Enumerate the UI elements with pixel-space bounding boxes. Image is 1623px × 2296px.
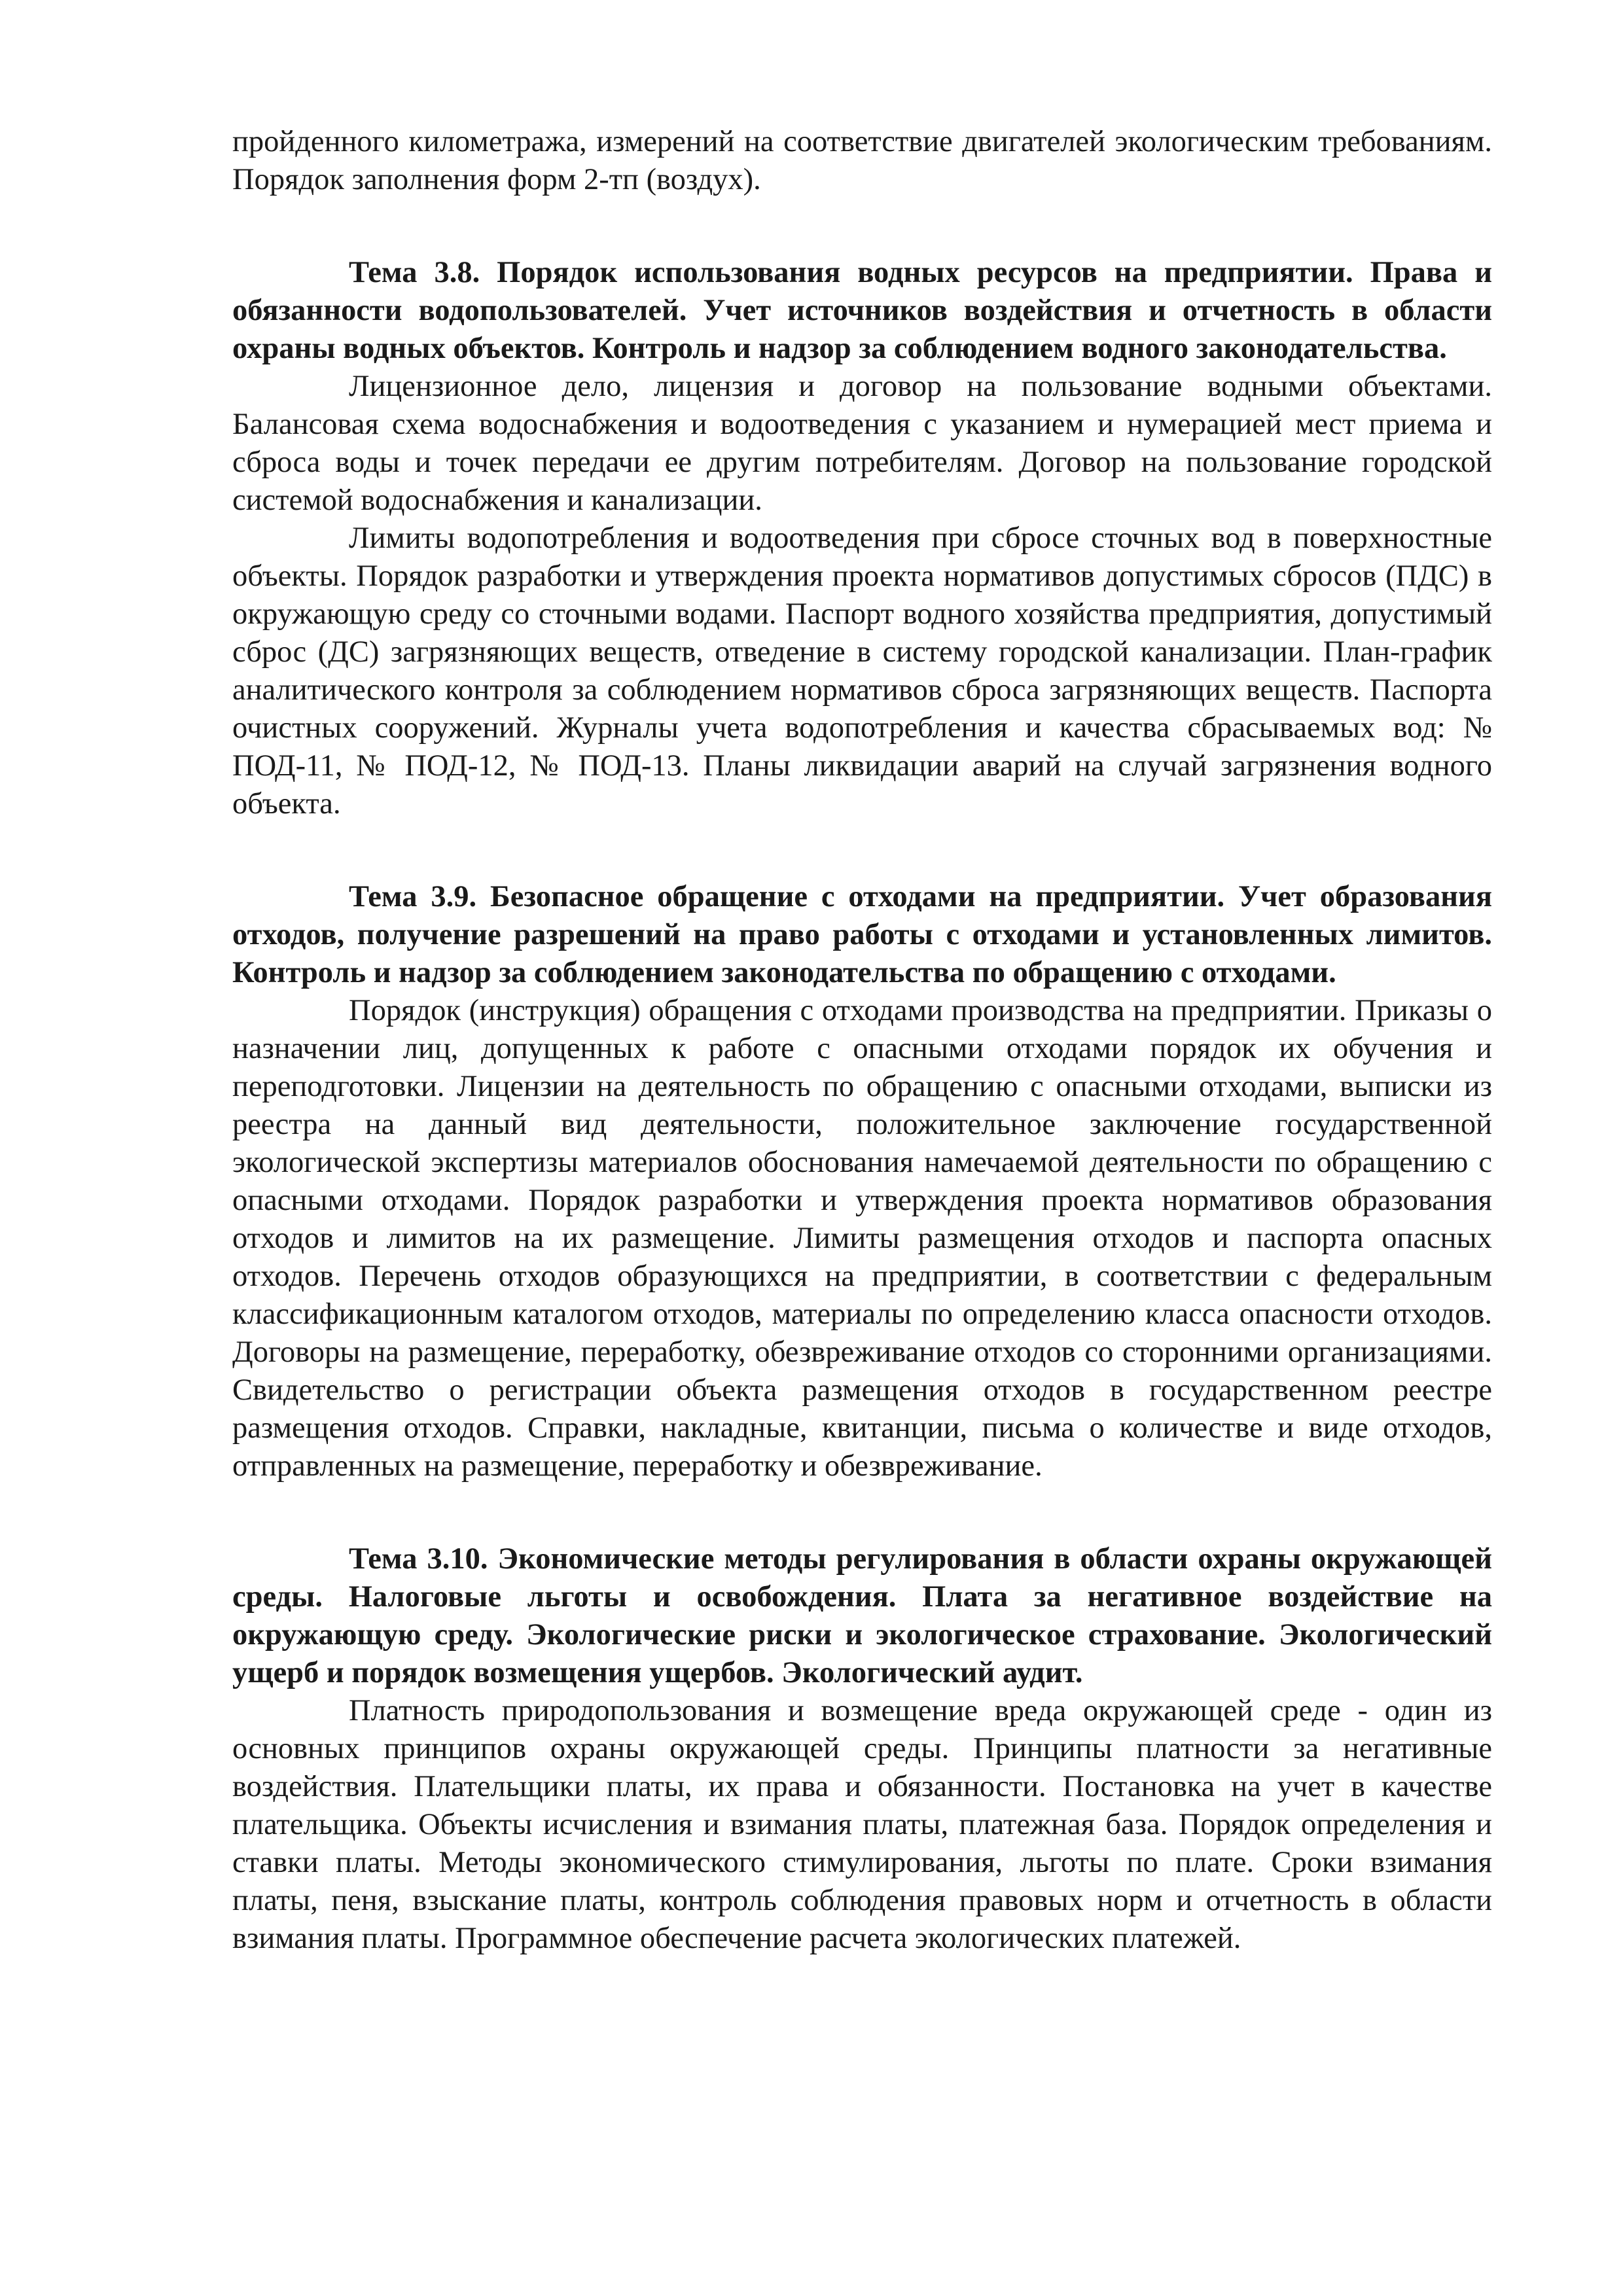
- section-paragraph: Лицензионное дело, лицензия и договор на пользование водными объектами. Балансовая схема водоснабжения и водоотведения с указанием и нумерацией мест приема и сброса воды и точек передачи ее другим потребителям. Договор на пользование городской системой водоснабжения и канализации.: [232, 370, 1492, 517]
- section-paragraph: Порядок (инструкция) обращения с отходами производства на предприятии. Приказы о назначении лиц, допущенных к работе с опасными отходами порядок их обучения и переподготовки. Лицензии на деятельность по обращению с опасными отходами, выписки из реестра на данный вид деятельности, положительное заключение государственной экологической экспертизы материалов обоснования намечаемой деятельности по обращению с опасными отходами. Порядок разработки и утверждения проекта нормативов образования отходов и лимитов на их размещение. Лимиты размещения отходов и паспорта опасных отходов. Перечень отходов образующихся на предприятии, в соответствии с федеральным классификационным каталогом отходов, материалы по определению класса опасности отходов. Договоры на размещение, переработку, обезвреживание отходов со сторонними организациями. Свидетельство о регистрации объекта размещения отходов в государственном реестре размещения отходов. Справки, накладные, квитанции, письма о количестве и виде отходов, отправленных на размещение, переработку и обезвреживание.: [232, 994, 1492, 1483]
- section-heading: Тема 3.9. Безопасное обращение с отходами на предприятии. Учет образования отходов, получение разрешений на право работы с отходами и установленных лимитов. Контроль и надзор за соблюдением законодательства по обращению с отходами.: [232, 880, 1492, 989]
- intro-paragraph: пройденного километража, измерений на соответствие двигателей экологическим требованиям. Порядок заполнения форм 2-тп (воздух).: [232, 125, 1492, 196]
- section-topic-3-9: [232, 878, 1492, 1485]
- section-heading: Тема 3.8. Порядок использования водных ресурсов на предприятии. Права и обязанности водопользователей. Учет источников воздействия и отчетность в области охраны водных объектов. Контроль и надзор за соблюдением водного законодательства.: [232, 256, 1492, 365]
- document-page: [232, 123, 1492, 1958]
- section-heading: Тема 3.10. Экономические методы регулирования в области охраны окружающей среды. Налоговые льготы и освобождения. Плата за негативное воздействие на окружающую среду. Экологические риски и экологическое страхование. Экологический ущерб и порядок возмещения ущербов. Экологический аудит.: [232, 1542, 1492, 1689]
- section-paragraph: Лимиты водопотребления и водоотведения при сбросе сточных вод в поверхностные объекты. Порядок разработки и утверждения проекта нормативов допустимых сбросов (ПДС) в окружающую среду со сточными водами. Паспорт водного хозяйства предприятия, допустимый сброс (ДС) загрязняющих веществ, отведение в систему городской канализации. План-график аналитического контроля за соблюдением нормативов сброса загрязняющих веществ. Паспорта очистных сооружений. Журналы учета водопотребления и качества сбрасываемых вод: № ПОД-11, № ПОД-12, № ПОД-13. Планы ликвидации аварий на случай загрязнения водного объекта.: [232, 521, 1492, 821]
- section-topic-3-10: [232, 1540, 1492, 1958]
- section-topic-3-8: [232, 254, 1492, 823]
- section-paragraph: Платность природопользования и возмещение вреда окружающей среде - один из основных принципов охраны окружающей среды. Принципы платности за негативные воздействия. Плательщики платы, их права и обязанности. Постановка на учет в качестве плательщика. Объекты исчисления и взимания платы, платежная база. Порядок определения и ставки платы. Методы экономического стимулирования, льготы по плате. Сроки взимания платы, пеня, взыскание платы, контроль соблюдения правовых норм и отчетность в области взимания платы. Программное обеспечение расчета экологических платежей.: [232, 1694, 1492, 1955]
